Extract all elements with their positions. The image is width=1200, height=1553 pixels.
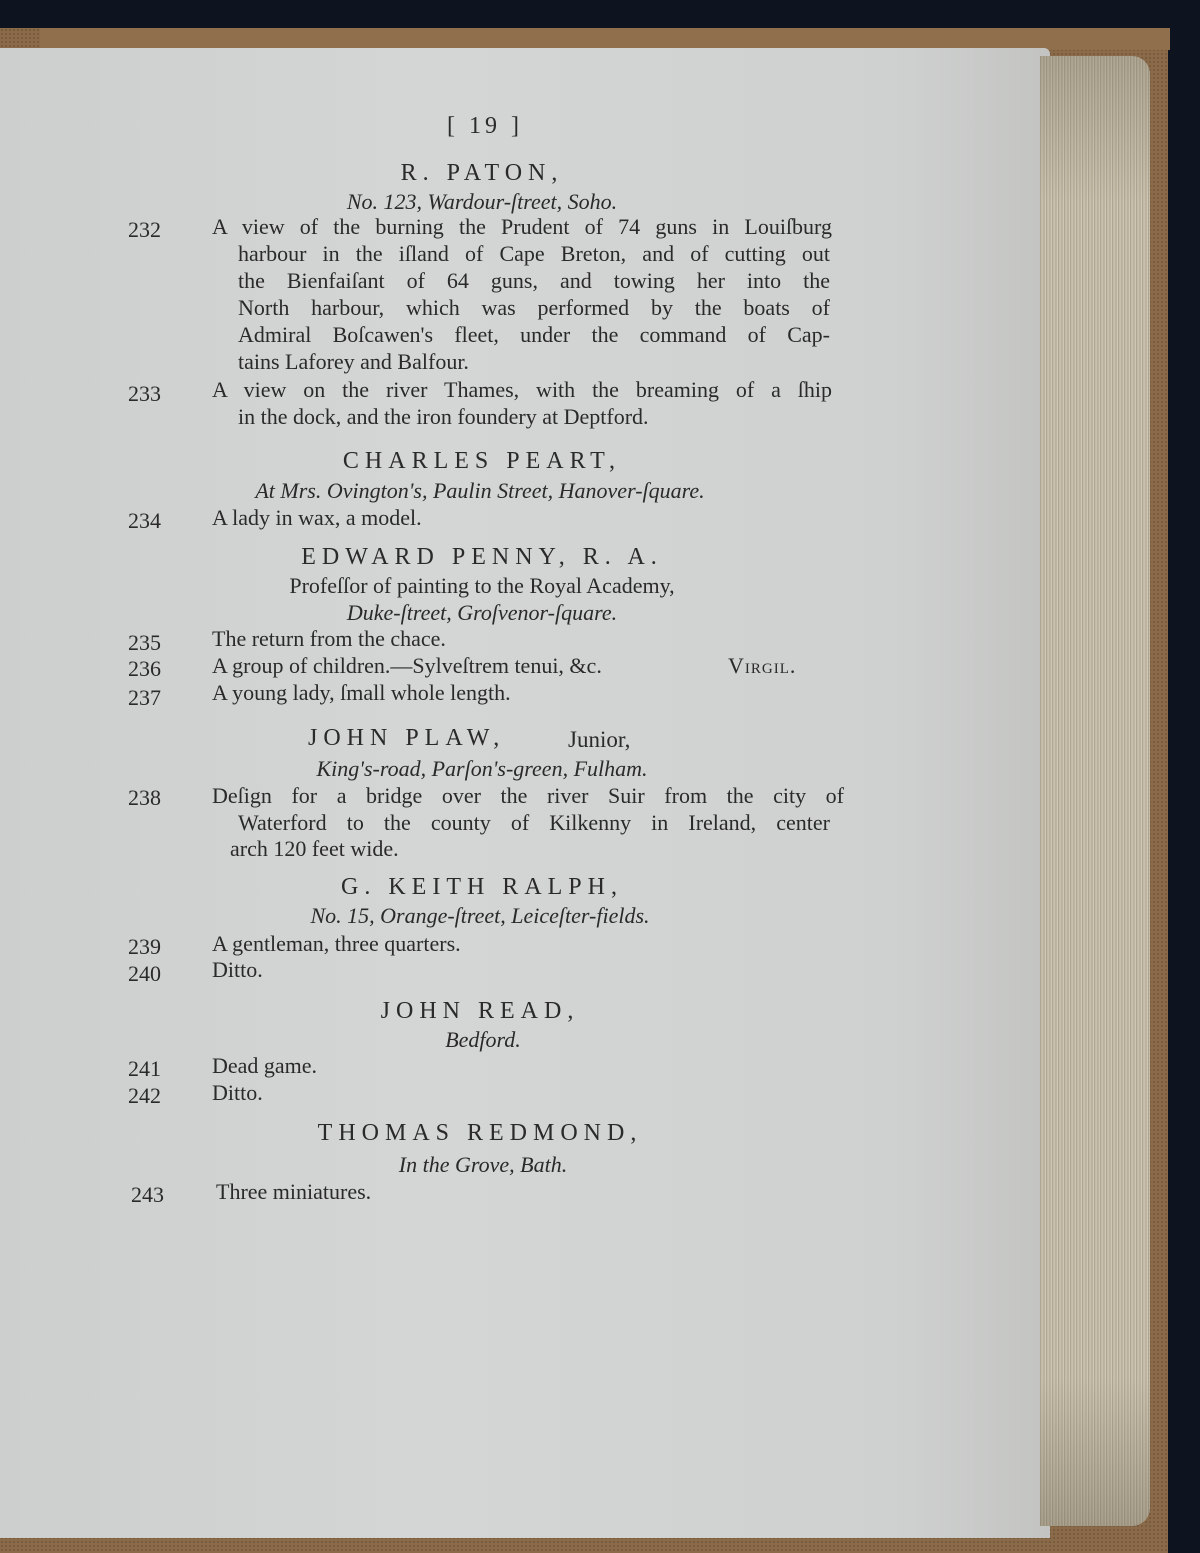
artist-name: G. KEITH RALPH, [341, 874, 623, 900]
entry-line: A gentleman, three quarters. [212, 931, 461, 956]
entry-number: 241 [128, 1056, 161, 1081]
entry-line: the Bienfaiſant of 64 guns, and towing her into the [238, 268, 830, 293]
entry-line: Three miniatures. [216, 1179, 372, 1204]
entry-line: A view of the burning the Prudent of 74 guns in Louiſburg [212, 214, 832, 239]
entry-number: 236 [128, 656, 161, 681]
artist-address: No. 15, Orange-ſtreet, Leiceſter-fields. [310, 903, 650, 928]
entry-line: Ditto. [212, 1080, 263, 1105]
artist-name: R. PATON, [400, 160, 564, 186]
entry-number: 234 [128, 508, 161, 533]
entry-line: arch 120 feet wide. [230, 836, 399, 861]
entry-number: 238 [128, 785, 161, 810]
entry-number: 240 [128, 961, 161, 986]
page-edges-shade [1040, 56, 1150, 1526]
entry-line: A group of children.—Sylveſtrem tenui, &c. [212, 653, 602, 678]
entry-line: Admiral Boſcawen's fleet, under the command of Cap- [238, 322, 830, 347]
page-number: [ 19 ] [447, 113, 523, 139]
artist-address: King's-road, Parſon's-green, Fulham. [316, 756, 648, 781]
entry-line: A lady in wax, a model. [212, 505, 422, 530]
entry-line: Dead game. [212, 1053, 318, 1078]
artist-name: JOHN PLAW, [308, 725, 506, 751]
entry-line: Waterford to the county of Kilkenny in Ireland, center [238, 810, 830, 835]
artist-name: EDWARD PENNY, R. A. [301, 544, 663, 570]
entry-line: in the dock, and the iron foundery at Deptford. [238, 404, 649, 429]
entry-line: Deſign for a bridge over the river Suir from the city of [212, 783, 844, 808]
entry-number: 239 [128, 934, 161, 959]
artist-address: In the Grove, Bath. [398, 1152, 568, 1177]
entry-line: harbour in the iſland of Cape Breton, and of cutting out [238, 241, 830, 266]
artist-address: Duke-ſtreet, Groſvenor-ſquare. [346, 600, 618, 625]
artist-name-suffix: Junior, [568, 727, 631, 752]
artist-address: At Mrs. Ovington's, Paulin Street, Hanover-ſquare. [255, 478, 705, 503]
entry-number: 233 [128, 381, 161, 406]
artist-address: No. 123, Wardour-ſtreet, Soho. [346, 189, 618, 214]
entry-number: 242 [128, 1083, 161, 1108]
artist-name: THOMAS REDMOND, [317, 1120, 643, 1146]
entry-number: 232 [128, 217, 161, 242]
entry-number: 235 [128, 630, 161, 655]
entry-attribution: Virgil. [728, 653, 797, 678]
artist-title: Profeſſor of painting to the Royal Academy, [289, 573, 675, 598]
artist-address: Bedford. [445, 1027, 521, 1052]
entry-line: A view on the river Thames, with the breaming of a ſhip [212, 377, 832, 402]
entry-number: 237 [128, 685, 161, 710]
entry-line: North harbour, which was performed by the boats of [238, 295, 830, 320]
entry-line: A young lady, ſmall whole length. [212, 680, 511, 705]
entry-line: The return from the chace. [212, 626, 446, 651]
entry-line: Ditto. [212, 957, 263, 982]
artist-name: JOHN READ, [380, 998, 580, 1024]
artist-name: CHARLES PEART, [342, 448, 622, 474]
entry-line: tains Laforey and Balfour. [238, 349, 469, 374]
entry-number: 243 [131, 1182, 164, 1207]
